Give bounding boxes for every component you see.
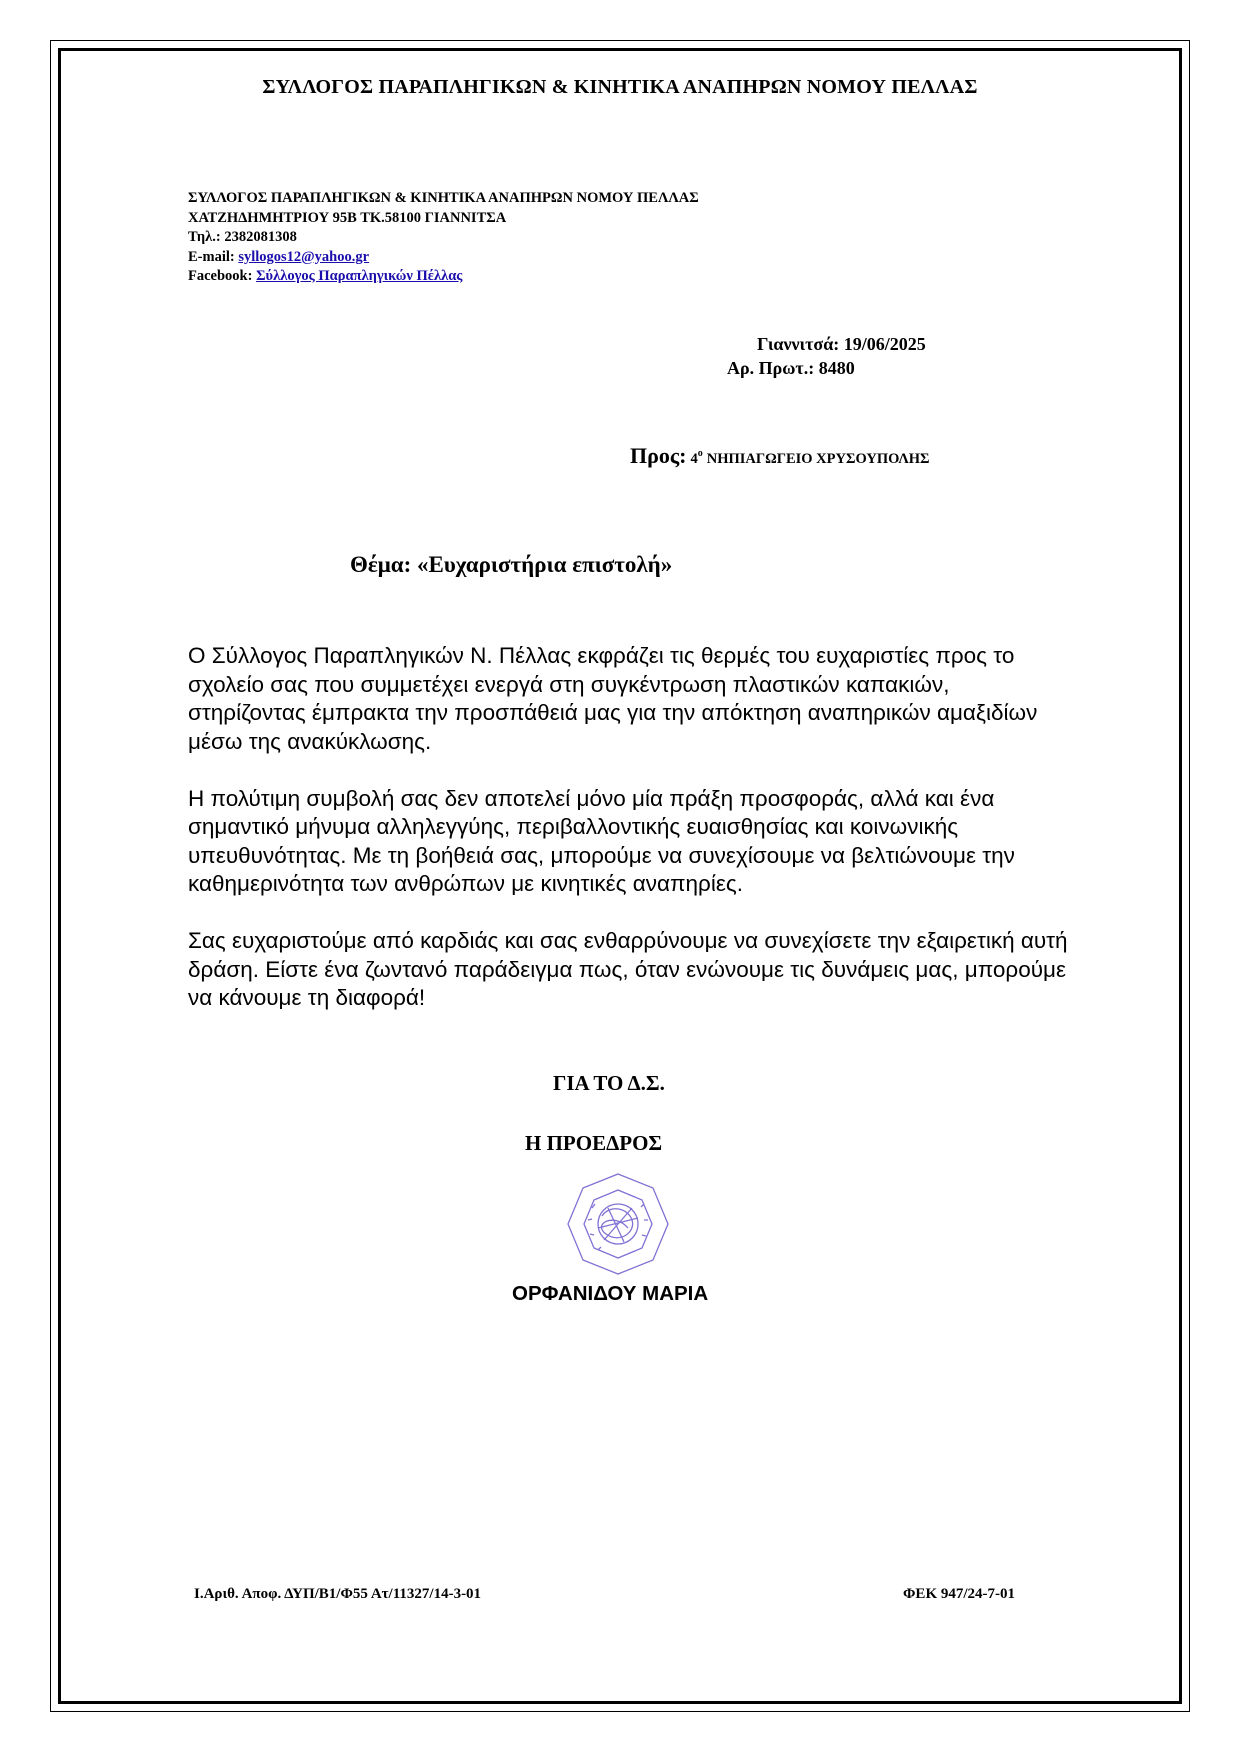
letter-subject: Θέμα: «Ευχαριστήρια επιστολή» [350,552,673,577]
protocol-number: Αρ. Πρωτ.: 8480 [727,358,855,378]
letterhead-title: ΣΥΛΛΟΓΟΣ ΠΑΡΑΠΛΗΓΙΚΩΝ & ΚΙΝΗΤΙΚΑ ΑΝΑΠΗΡΩΝ ΝΟΜΟΥ ΠΕΛΛΑΣ [262,76,978,98]
facebook-label: Facebook: [188,268,253,284]
seal-stamp-icon [562,1168,674,1280]
letter-body [188,642,1068,1041]
recipient-ordinal: 4 [690,451,698,467]
body-paragraph-3: Σας ευχαριστούμε από καρδιάς και σας ενθαρρύνουμε να συνεχίσετε την εξαιρετική αυτή δράση. Είστε ένα ζωντανό παράδειγμα πως, όταν ενώνουμε τις δυνάμεις μας, μπορούμε να κάνουμε τη διαφορά! [188,928,1068,1010]
recipient-ordinal-sup: ο [697,448,703,459]
body-paragraph-2: Η πολύτιμη συμβολή σας δεν αποτελεί μόνο μία πράξη προσφοράς, αλλά και ένα σημαντικό μήνυμα αλληλεγγύης, περιβαλλοντικής ευαισθησίας και κοινωνικής υπευθυνότητας. Με τη βοήθειά σας, μπορούμε να συνεχίσουμε να βελτιώνουμε την καθημερινότητα των ανθρώπων με κινητικές αναπηρίες. [188,785,1015,896]
recipient-label: Προς: [630,443,687,468]
body-paragraph-1: Ο Σύλλογος Παραπληγικών Ν. Πέλλας εκφράζει τις θερμές του ευχαριστίες προς το σχολείο σας που συμμετέχει ενεργά στη συγκέντρωση πλαστικών καπακιών, στηρίζοντας έμπρακτα την προσπάθειά μας για την απόκτηση αναπηρικών αμαξιδίων μέσω της ανακύκλωσης. [188,643,1038,754]
signature-role: Η ΠΡΟΕΔΡΟΣ [525,1131,663,1155]
email-label: E-mail: [188,248,235,265]
footer-gazette: ΦΕΚ 947/24-7-01 [903,1586,1016,1602]
email-link[interactable]: syllogos12@yahoo.gr [238,248,370,265]
facebook-link[interactable]: Σύλλογος Παραπληγικών Πέλλας [256,268,463,284]
recipient-name: ΝΗΠΙΑΓΩΓΕΙΟ ΧΡΥΣΟΥΠΟΛΗΣ [706,451,930,467]
contact-block [188,189,699,287]
contact-email-row [188,248,699,268]
signature-name: ΟΡΦΑΝΙΔΟΥ ΜΑΡΙΑ [512,1282,709,1305]
contact-facebook-row [188,267,699,287]
contact-address: ΧΑΤΖΗΔΗΜΗΤΡΙΟΥ 95Β ΤΚ.58100 ΓΙΑΝΝΙΤΣΑ [188,209,507,226]
contact-phone: Τηλ.: 2382081308 [188,229,297,245]
contact-org-name: ΣΥΛΛΟΓΟΣ ΠΑΡΑΠΛΗΓΙΚΩΝ & ΚΙΝΗΤΙΚΑ ΑΝΑΠΗΡΩΝ ΝΟΜΟΥ ΠΕΛΛΑΣ [188,190,699,206]
recipient-line [630,443,929,469]
signature-board: ΓΙΑ ΤΟ Δ.Σ. [553,1071,665,1095]
letter-date: Γιαννιτσά: 19/06/2025 [757,334,926,354]
footer-registration: Ι.Αριθ. Αποφ. ΔΥΠ/Β1/Φ55 Ατ/11327/14-3-01 [194,1586,482,1602]
